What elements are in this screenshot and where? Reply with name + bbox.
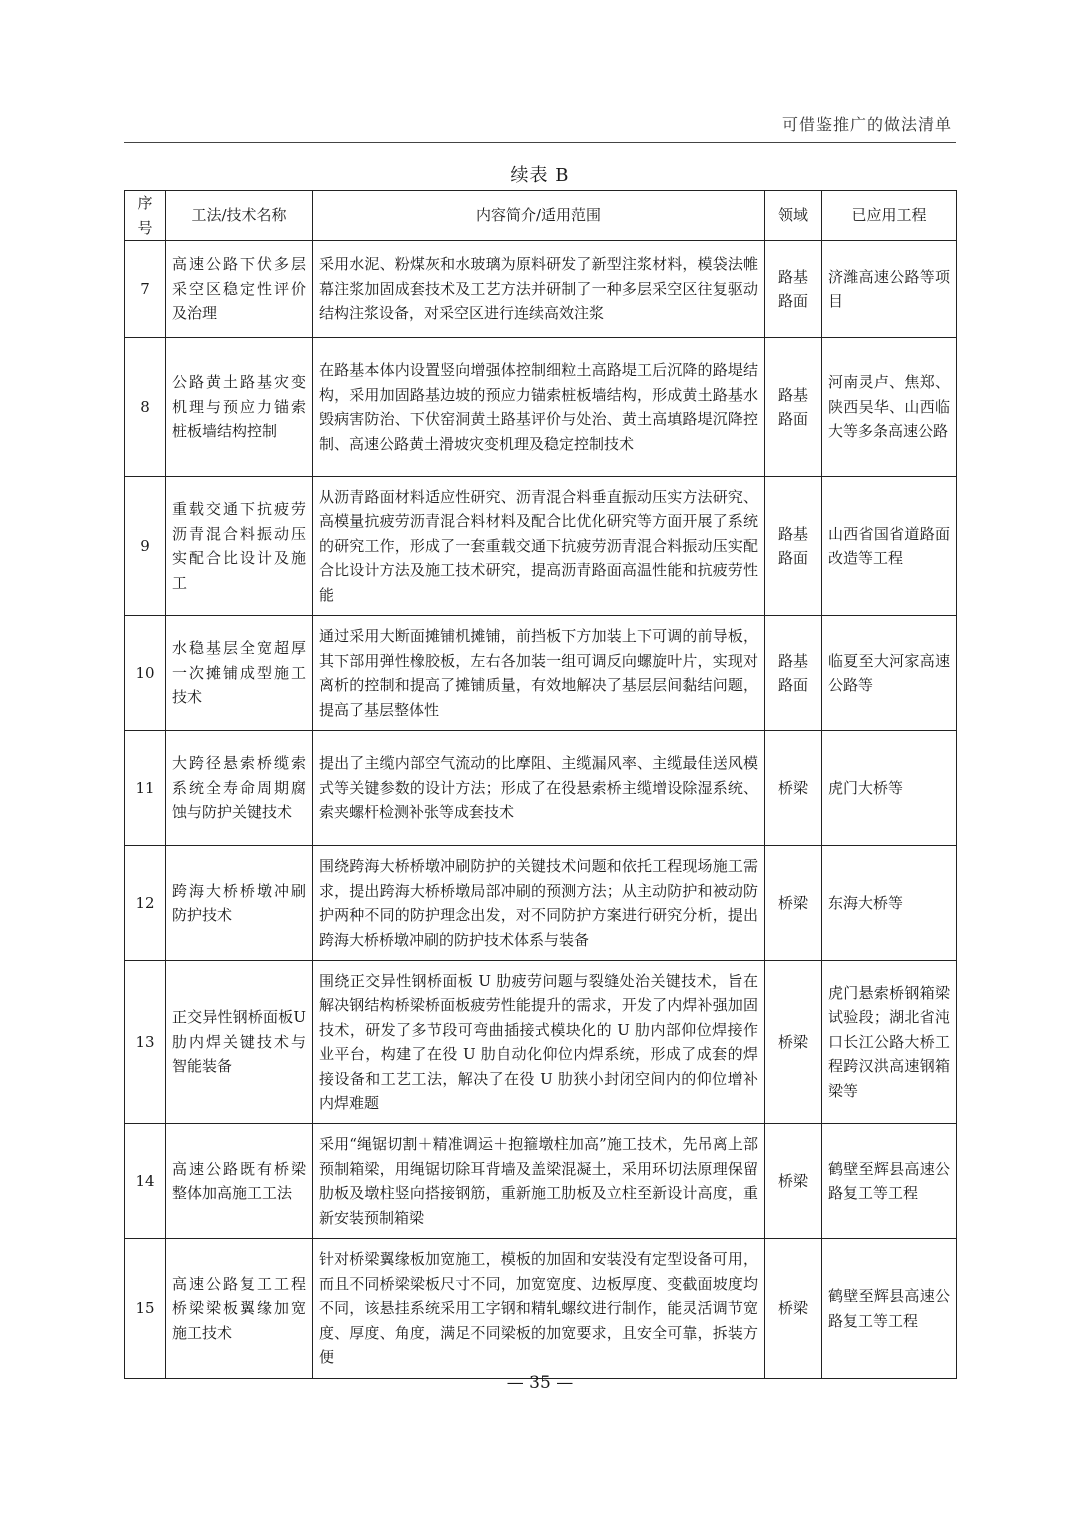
table-row bbox=[125, 961, 957, 1124]
row-desc: 提出了主缆内部空气流动的比摩阻、主缆漏风率、主缆最佳送风模式等关键参数的设计方法；形成了在役悬索桥主缆增设除湿系统、索夹螺杆检测补张等成套技术 bbox=[313, 731, 765, 846]
row-field: 桥梁 bbox=[765, 1124, 822, 1239]
row-projects: 鹤壁至辉县高速公路复工等工程 bbox=[822, 1124, 957, 1239]
row-name: 高速公路复工工程桥梁梁板翼缘加宽施工技术 bbox=[166, 1239, 313, 1379]
table-title: 续表 B bbox=[510, 165, 570, 186]
row-projects: 河南灵卢、焦郑、陕西吴华、山西临大等多条高速公路 bbox=[822, 338, 957, 477]
table-row bbox=[125, 846, 957, 961]
row-name: 高速公路既有桥梁整体加高施工工法 bbox=[166, 1124, 313, 1239]
techniques-table bbox=[124, 190, 957, 1379]
col-header-field: 领域 bbox=[765, 191, 822, 241]
row-desc: 从沥青路面材料适应性研究、沥青混合料垂直振动压实方法研究、高模量抗疲劳沥青混合料材料及配合比优化研究等方面开展了系统的研究工作，形成了一套重载交通下抗疲劳沥青混合料振动压实配合比设计方法及施工技术研究，提高沥青路面高温性能和抗疲劳性能 bbox=[313, 477, 765, 616]
row-no: 8 bbox=[125, 338, 166, 477]
row-desc: 通过采用大断面摊铺机摊铺，前挡板下方加装上下可调的前导板，其下部用弹性橡胶板，左右各加装一组可调反向螺旋叶片，实现对离析的控制和提高了摊铺质量，有效地解决了基层层间黏结问题，提高了基层整体性 bbox=[313, 616, 765, 731]
row-name: 跨海大桥桥墩冲刷防护技术 bbox=[166, 846, 313, 961]
row-name: 高速公路下伏多层采空区稳定性评价及治理 bbox=[166, 241, 313, 338]
row-no: 11 bbox=[125, 731, 166, 846]
table-row bbox=[125, 1239, 957, 1379]
col-header-projects: 已应用工程 bbox=[822, 191, 957, 241]
row-no: 15 bbox=[125, 1239, 166, 1379]
row-desc: 采用水泥、粉煤灰和水玻璃为原料研发了新型注浆材料，模袋法帷幕注浆加固成套技术及工艺方法并研制了一种多层采空区往复驱动结构注浆设备，对采空区进行连续高效注浆 bbox=[313, 241, 765, 338]
row-no: 10 bbox=[125, 616, 166, 731]
row-name: 重载交通下抗疲劳沥青混合料振动压实配合比设计及施工 bbox=[166, 477, 313, 616]
table-row bbox=[125, 731, 957, 846]
header-rule bbox=[124, 142, 956, 143]
row-field: 桥梁 bbox=[765, 731, 822, 846]
row-field: 路基路面 bbox=[765, 616, 822, 731]
row-desc: 围绕跨海大桥桥墩冲刷防护的关键技术问题和依托工程现场施工需求，提出跨海大桥桥墩局部冲刷的预测方法；从主动防护和被动防护两种不同的防护理念出发，对不同防护方案进行研究分析，提出跨海大桥桥墩冲刷的防护技术体系与装备 bbox=[313, 846, 765, 961]
row-projects: 济潍高速公路等项目 bbox=[822, 241, 957, 338]
row-name: 大跨径悬索桥缆索系统全寿命周期腐蚀与防护关键技术 bbox=[166, 731, 313, 846]
row-field: 桥梁 bbox=[765, 961, 822, 1124]
row-desc: 采用“绳锯切割＋精准调运＋抱箍墩柱加高”施工技术，先吊离上部预制箱梁，用绳锯切除耳背墙及盖梁混凝土，采用环切法原理保留肋板及墩柱竖向搭接钢筋，重新施工肋板及立柱至新设计高度，重新安装预制箱梁 bbox=[313, 1124, 765, 1239]
table-row bbox=[125, 338, 957, 477]
row-no: 9 bbox=[125, 477, 166, 616]
table-row bbox=[125, 241, 957, 338]
row-no: 7 bbox=[125, 241, 166, 338]
row-projects: 鹤壁至辉县高速公路复工等工程 bbox=[822, 1239, 957, 1379]
row-projects: 虎门大桥等 bbox=[822, 731, 957, 846]
row-projects: 虎门悬索桥钢箱梁试验段；湖北省沌口长江公路大桥工程跨汉洪高速钢箱梁等 bbox=[822, 961, 957, 1124]
table-row bbox=[125, 477, 957, 616]
row-desc: 针对桥梁翼缘板加宽施工，模板的加固和安装没有定型设备可用，而且不同桥梁梁板尺寸不同，加宽宽度、边板厚度、变截面坡度均不同，该悬挂系统采用工字钢和精轧螺纹进行制作，能灵活调节宽度、厚度、角度，满足不同梁板的加宽要求，且安全可靠，拆装方便 bbox=[313, 1239, 765, 1379]
row-desc: 围绕正交异性钢桥面板 U 肋疲劳问题与裂缝处治关键技术，旨在解决钢结构桥梁桥面板疲劳性能提升的需求，开发了内焊补强加固技术，研发了多节段可弯曲插接式模块化的 U 肋内部仰位焊接作业平台，构建了在役 U 肋自动化仰位内焊系统，形成了成套的焊接设备和工艺工法，解决了在役 U 肋狭小封闭空间内的仰位增补内焊难题 bbox=[313, 961, 765, 1124]
running-header: 可借鉴推广的做法清单 bbox=[781, 115, 952, 134]
row-field: 路基路面 bbox=[765, 338, 822, 477]
row-no: 14 bbox=[125, 1124, 166, 1239]
row-field: 路基路面 bbox=[765, 241, 822, 338]
row-projects: 山西省国省道路面改造等工程 bbox=[822, 477, 957, 616]
row-field: 桥梁 bbox=[765, 1239, 822, 1379]
row-name: 公路黄土路基灾变机理与预应力锚索桩板墙结构控制 bbox=[166, 338, 313, 477]
row-name: 正交异性钢桥面板U肋内焊关键技术与智能装备 bbox=[166, 961, 313, 1124]
row-name: 水稳基层全宽超厚一次摊铺成型施工技术 bbox=[166, 616, 313, 731]
row-projects: 临夏至大河家高速公路等 bbox=[822, 616, 957, 731]
col-header-name: 工法/技术名称 bbox=[166, 191, 313, 241]
row-no: 13 bbox=[125, 961, 166, 1124]
row-field: 桥梁 bbox=[765, 846, 822, 961]
table-header-row bbox=[125, 191, 957, 241]
table-row bbox=[125, 616, 957, 731]
page-number: — 35 — bbox=[506, 1373, 574, 1393]
col-header-no: 序号 bbox=[125, 191, 166, 241]
row-no: 12 bbox=[125, 846, 166, 961]
col-header-desc: 内容简介/适用范围 bbox=[313, 191, 765, 241]
row-field: 路基路面 bbox=[765, 477, 822, 616]
row-projects: 东海大桥等 bbox=[822, 846, 957, 961]
table-row bbox=[125, 1124, 957, 1239]
row-desc: 在路基本体内设置竖向增强体控制细粒土高路堤工后沉降的路堤结构，采用加固路基边坡的预应力锚索桩板墙结构，形成黄土路基水毁病害防治、下伏窑洞黄土路基评价与处治、黄土高填路堤沉降控制、高速公路黄土滑坡灾变机理及稳定控制技术 bbox=[313, 338, 765, 477]
